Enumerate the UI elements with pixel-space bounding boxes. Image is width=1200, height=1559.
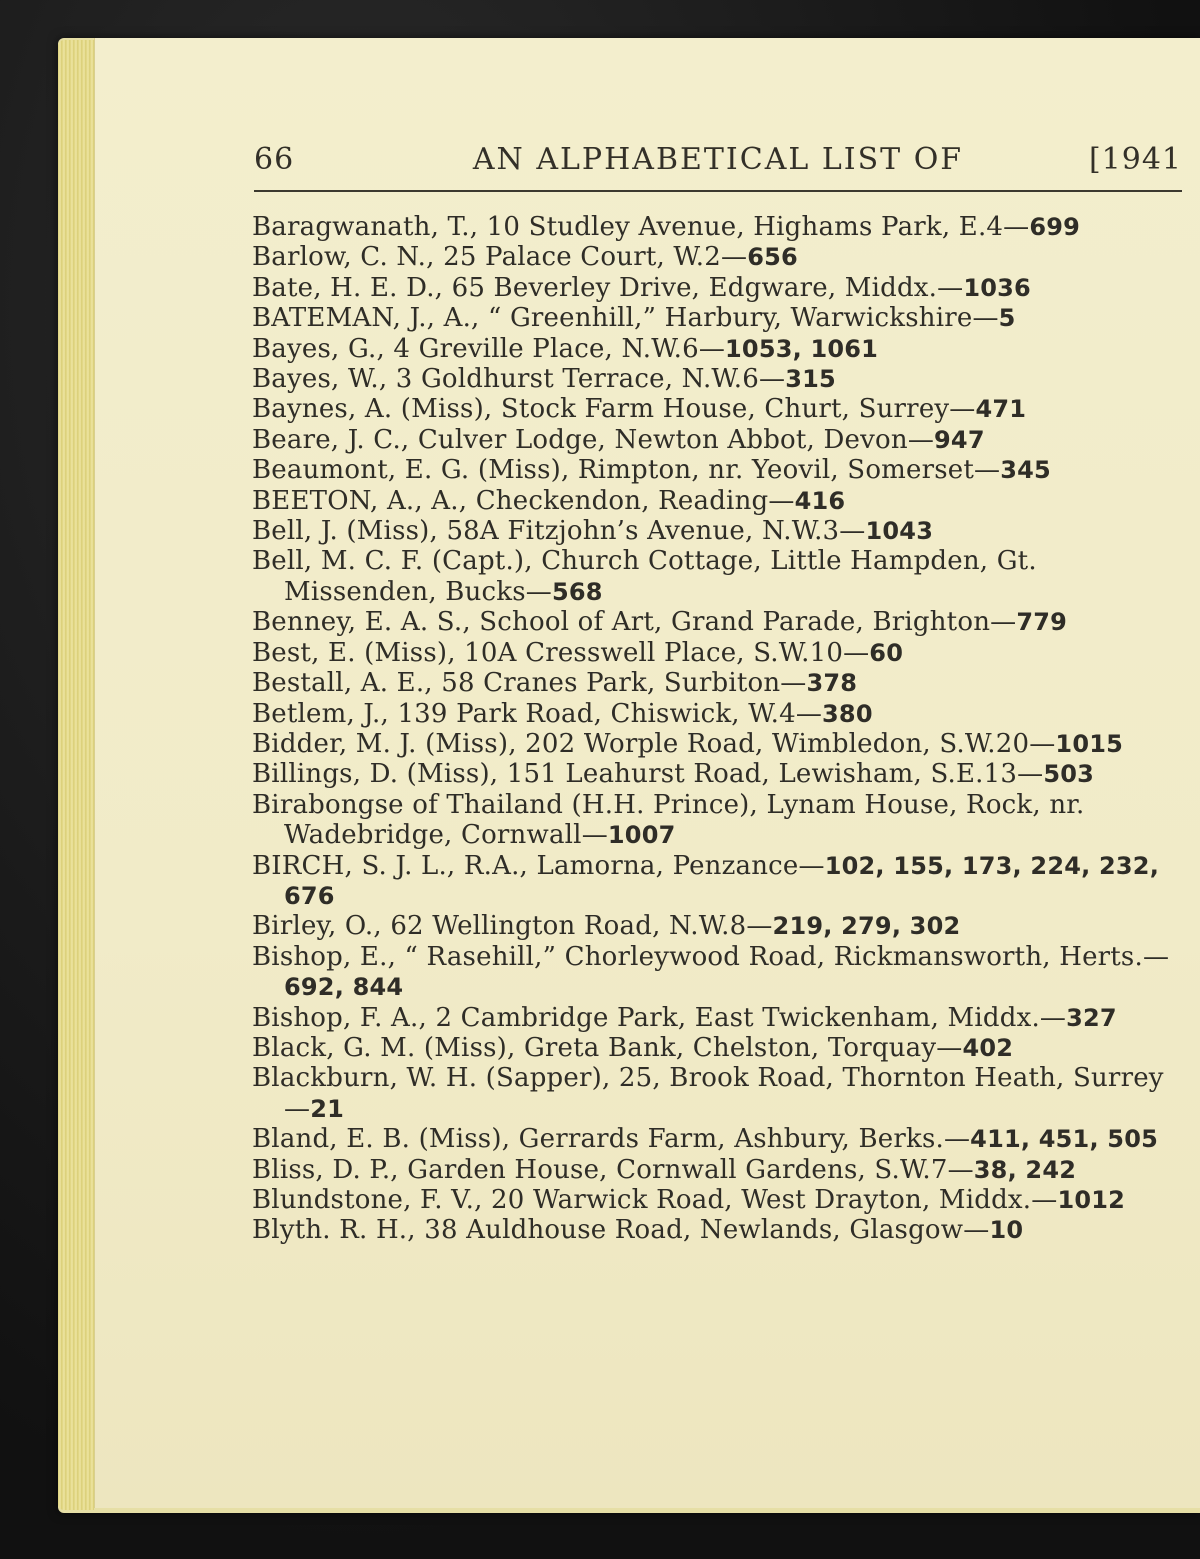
list-entry: Beaumont, E. G. (Miss), Rimpton, nr. Yeovil, Somerset—345 [252, 455, 1051, 486]
list-entry: Baynes, A. (Miss), Stock Farm House, Churt, Surrey—471 [252, 394, 1027, 425]
list-entry: Bishop, E., “ Rasehill,” Chorleywood Road, Rickmansworth, Herts.—692, 844 [252, 941, 1170, 1002]
entry-address: Culver Lodge, Newton Abbot, Devon [417, 424, 908, 455]
entry-name: Benney, E. A. S. [252, 607, 463, 638]
entry-name: Bell, J. (Miss) [252, 516, 430, 547]
entry-name: BEETON, A., A. [252, 485, 459, 516]
entry-address: 38 Auldhouse Road, Newlands, Glasgow [424, 1215, 964, 1246]
list-entry: Billings, D. (Miss), 151 Leahurst Road, Lewisham, S.E.13—503 [252, 759, 1095, 790]
entry-name: Betlem, J. [252, 698, 381, 729]
entry-name: Bidder, M. J. (Miss) [252, 728, 509, 759]
entry-address: “ Rasehill,” Chorleywood Road, Rickmansworth, Herts. [404, 941, 1143, 972]
entry-catalogue-numbers: 378 [806, 669, 858, 698]
entry-address: 10A Cresswell Place, S.W.10 [464, 637, 844, 668]
entry-name: Bishop, F. A. [252, 1002, 419, 1033]
entry-catalogue-numbers: 1012 [1057, 1186, 1126, 1214]
entry-address: 151 Leahurst Road, Lewisham, S.E.13 [506, 759, 1018, 790]
entry-name: Best, E. (Miss) [252, 637, 448, 668]
page-title: AN ALPHABETICAL LIST OF [472, 142, 964, 177]
list-entry: Bell, M. C. F. (Capt.), Church Cottage, Little Hampden, Gt. Missenden, Bucks—568 [252, 546, 1037, 607]
entry-catalogue-numbers: 692, 844 [284, 973, 404, 1002]
entry-address: 139 Park Road, Chiswick, W.4 [397, 698, 796, 729]
entry-address: Stock Farm House, Churt, Surrey [500, 394, 950, 425]
entry-catalogue-numbers: 5 [998, 304, 1016, 333]
entry-address: 20 Warwick Road, West Drayton, Middx. [491, 1185, 1032, 1215]
list-entry: Blundstone, F. V., 20 Warwick Road, West Drayton, Middx.—1012 [252, 1185, 1126, 1215]
entry-catalogue-numbers: 380 [822, 699, 873, 728]
entry-catalogue-numbers: 779 [1016, 608, 1068, 637]
list-entry: BEETON, A., A., Checkendon, Reading—416 [252, 485, 846, 516]
entry-name: BIRCH, S. J. L., R.A. [252, 850, 520, 881]
entry-address: 62 Wellington Road, N.W.8 [390, 911, 747, 942]
entry-name: Bland, E. B. (Miss) [252, 1124, 502, 1155]
entry-name: Billings, D. (Miss) [252, 759, 490, 790]
entry-catalogue-numbers: 219, 279, 302 [772, 912, 961, 941]
entry-catalogue-numbers: 38, 242 [973, 1155, 1077, 1184]
entry-name: Bestall, A. E. [252, 668, 425, 699]
list-entry: Bland, E. B. (Miss), Gerrards Farm, Ashbury, Berks.—411, 451, 505 [252, 1124, 1159, 1155]
page-edges [58, 40, 94, 1510]
list-entry: Bell, J. (Miss), 58A Fitzjohn’s Avenue, N.W.3—1043 [252, 516, 934, 547]
entry-catalogue-numbers: 411, 451, 505 [970, 1125, 1159, 1154]
entry-catalogue-numbers: 402 [962, 1033, 1014, 1062]
entry-catalogue-numbers: 327 [1066, 1003, 1117, 1032]
entry-name: Beare, J. C. [252, 424, 401, 455]
entry-name: Barlow, C. N. [252, 242, 427, 273]
list-entry: Black, G. M. (Miss), Greta Bank, Chelston, Torquay—402 [252, 1032, 1014, 1063]
entry-address: 25 Palace Court, W.2 [443, 242, 721, 273]
entry-catalogue-numbers: 1036 [963, 273, 1031, 302]
entry-name: Bayes, G. [252, 333, 377, 364]
list-entry: Beare, J. C., Culver Lodge, Newton Abbot, Devon—947 [252, 424, 985, 455]
entry-address: Lynam House, Rock, nr. Wadebridge, Cornwall [284, 789, 1085, 851]
entry-name: Black, G. M. (Miss) [252, 1032, 508, 1063]
list-entry: Bate, H. E. D., 65 Beverley Drive, Edgware, Middx.—1036 [252, 272, 1031, 303]
entry-name: Birley, O. [252, 911, 374, 942]
entry-catalogue-numbers: 10 [989, 1216, 1024, 1245]
entry-catalogue-numbers: 699 [1029, 213, 1081, 241]
entry-address: 2 Cambridge Park, East Twickenham, Middx. [435, 1002, 1040, 1033]
entry-name: Bate, H. E. D. [252, 272, 435, 303]
entry-catalogue-numbers: 568 [551, 577, 603, 606]
entry-catalogue-numbers: 315 [785, 365, 836, 394]
entry-address: “ Greenhill,” Harbury, Warwickshire [487, 303, 973, 334]
header-rule [254, 190, 1182, 192]
entry-catalogue-numbers: 1007 [607, 821, 676, 850]
entry-address: Church Cottage, Little Hampden, Gt. Missenden, Bucks [284, 546, 1037, 607]
exhibitor-list [252, 212, 1187, 1246]
list-entry: Bayes, W., 3 Goldhurst Terrace, N.W.6—315 [252, 364, 836, 395]
page-number: 66 [254, 142, 295, 177]
entry-address: 65 Beverley Drive, Edgware, Middx. [451, 272, 938, 303]
entry-catalogue-numbers: 471 [975, 395, 1027, 424]
entry-address: 10 Studley Avenue, Highams Park, E.4 [486, 212, 1004, 242]
entry-catalogue-numbers: 21 [310, 1094, 345, 1123]
list-entry: Birley, O., 62 Wellington Road, N.W.8—219, 279, 302 [252, 911, 961, 942]
entry-address: 3 Goldhurst Terrace, N.W.6 [395, 364, 759, 395]
list-entry: BIRCH, S. J. L., R.A., Lamorna, Penzance—102, 155, 173, 224, 232, 676 [252, 850, 1160, 910]
entry-name: Bishop, E. [252, 941, 388, 972]
entry-address: Gerrards Farm, Ashbury, Berks. [518, 1124, 944, 1155]
entry-catalogue-numbers: 656 [747, 243, 798, 272]
list-entry: Barlow, C. N., 25 Palace Court, W.2—656 [252, 242, 798, 273]
entry-catalogue-numbers: 60 [869, 638, 904, 667]
list-entry: Blackburn, W. H. (Sapper), 25, Brook Road, Thornton Heath, Surrey—21 [252, 1063, 1164, 1124]
entry-address: Rimpton, nr. Yeovil, Somerset [577, 455, 975, 486]
list-entry: Bliss, D. P., Garden House, Cornwall Gardens, S.W.7—38, 242 [252, 1154, 1077, 1185]
entry-name: Bliss, D. P. [252, 1154, 391, 1185]
entry-address: 4 Greville Place, N.W.6 [393, 333, 699, 364]
entry-name: Beaumont, E. G. (Miss) [252, 455, 561, 486]
entry-catalogue-numbers: 1053, 1061 [725, 334, 879, 363]
list-entry: Betlem, J., 139 Park Road, Chiswick, W.4—380 [252, 698, 873, 729]
list-entry: Bidder, M. J. (Miss), 202 Worple Road, Wimbledon, S.W.20—1015 [252, 728, 1124, 759]
entry-address: School of Art, Grand Parade, Brighton [479, 607, 991, 638]
entry-catalogue-numbers: 416 [794, 486, 846, 515]
entry-name: Blundstone, F. V. [252, 1185, 475, 1215]
entry-name: Blyth. R. H. [252, 1215, 408, 1246]
list-entry: BATEMAN, J., A., “ Greenhill,” Harbury, Warwickshire—5 [252, 303, 1016, 334]
entry-address: Lamorna, Penzance [536, 850, 799, 881]
entry-address: 58A Fitzjohn’s Avenue, N.W.3 [446, 516, 840, 547]
list-entry: Bestall, A. E., 58 Cranes Park, Surbiton—378 [252, 668, 858, 699]
entry-address: 58 Cranes Park, Surbiton [441, 668, 781, 699]
entry-catalogue-numbers: 947 [934, 425, 985, 454]
entry-catalogue-numbers: 1015 [1055, 729, 1124, 758]
entry-catalogue-numbers: 345 [1000, 456, 1051, 485]
entry-catalogue-numbers: 503 [1043, 760, 1095, 789]
running-header [254, 142, 1182, 188]
header-year: [1941 [1088, 142, 1182, 177]
entry-address: Greta Bank, Chelston, Torquay [523, 1032, 937, 1063]
entry-address: Checkendon, Reading [475, 485, 769, 516]
entry-name: Baynes, A. (Miss) [252, 394, 484, 425]
entry-address: 25, Brook Road, Thornton Heath, Surrey [618, 1063, 1164, 1094]
entry-name: BATEMAN, J., A. [252, 303, 472, 334]
list-entry: Best, E. (Miss), 10A Cresswell Place, S.W.10—60 [252, 637, 904, 668]
entry-name: Bayes, W. [252, 364, 379, 395]
entry-address: 202 Worple Road, Wimbledon, S.W.20 [525, 728, 1030, 759]
entry-catalogue-numbers: 102, 155, 173, 224, 232, 676 [284, 851, 1160, 910]
list-entry: Bishop, F. A., 2 Cambridge Park, East Twickenham, Middx.—327 [252, 1002, 1117, 1033]
list-entry: Birabongse of Thailand (H.H. Prince), Lynam House, Rock, nr. Wadebridge, Cornwall—1007 [252, 789, 1085, 851]
list-entry: Baragwanath, T., 10 Studley Avenue, Highams Park, E.4—699 [252, 212, 1081, 242]
list-entry: Benney, E. A. S., School of Art, Grand Parade, Brighton—779 [252, 607, 1068, 638]
list-entry: Bayes, G., 4 Greville Place, N.W.6—1053, 1061 [252, 333, 879, 364]
entry-address: Garden House, Cornwall Gardens, S.W.7 [407, 1154, 948, 1185]
entry-name: Birabongse of Thailand (H.H. Prince) [252, 789, 750, 820]
entry-name: Blackburn, W. H. (Sapper) [252, 1063, 602, 1094]
entry-name: Baragwanath, T. [252, 212, 470, 242]
entry-name: Bell, M. C. F. (Capt.) [252, 546, 525, 577]
list-entry: Blyth. R. H., 38 Auldhouse Road, Newlands, Glasgow—10 [252, 1215, 1024, 1246]
entry-catalogue-numbers: 1043 [865, 517, 934, 546]
